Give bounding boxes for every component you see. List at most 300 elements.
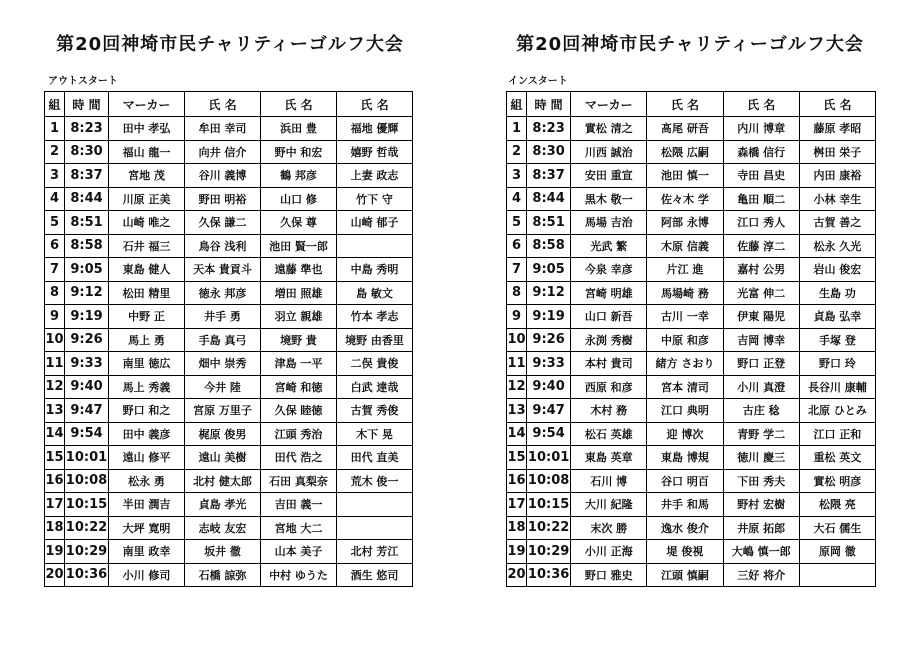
player-name-cell: 嘉村 公男 (723, 258, 799, 282)
table-row (45, 375, 413, 399)
tee-time-cell: 10:15 (527, 493, 571, 517)
page-title: 第20回神埼市民チャリティーゴルフ大会 (516, 34, 864, 55)
tee-time-cell: 10:36 (527, 563, 571, 587)
tee-time-cell: 10:01 (527, 446, 571, 470)
tee-time-cell: 8:44 (527, 187, 571, 211)
group-number-cell: 1 (507, 117, 527, 141)
tee-time-cell: 9:54 (65, 422, 109, 446)
player-name-cell (337, 234, 413, 258)
player-name-cell: 内川 博章 (723, 117, 799, 141)
table-row (507, 258, 876, 282)
table-row (45, 187, 413, 211)
player-name-cell: 青野 学二 (723, 422, 799, 446)
player-name-cell: 野田 明裕 (185, 187, 261, 211)
player-name-cell: 鶴 邦彦 (261, 164, 337, 188)
player-name-cell: 酒生 悠司 (337, 563, 413, 587)
marker-cell: 松田 精里 (109, 281, 185, 305)
tee-time-cell: 9:47 (65, 399, 109, 423)
group-number-cell: 5 (45, 211, 65, 235)
group-number-cell: 16 (45, 469, 65, 493)
marker-cell: 黒木 敬一 (571, 187, 647, 211)
marker-cell: 本村 貴司 (571, 352, 647, 376)
tee-time-cell: 9:05 (65, 258, 109, 282)
group-number-cell: 3 (45, 164, 65, 188)
marker-cell: 松永 勇 (109, 469, 185, 493)
player-name-cell: 久保 謙二 (185, 211, 261, 235)
pairing-table (44, 91, 413, 587)
player-name-cell: 手塚 登 (799, 328, 875, 352)
player-name-cell: 江口 典明 (647, 399, 723, 423)
player-name-cell: 井原 拓郎 (723, 516, 799, 540)
group-number-cell: 19 (507, 540, 527, 564)
table-row (45, 328, 413, 352)
player-name-cell: 羽立 親雄 (261, 305, 337, 329)
table-row (507, 187, 876, 211)
player-name-cell: 嬉野 哲哉 (337, 140, 413, 164)
player-name-cell: 宮原 万里子 (185, 399, 261, 423)
tee-time-cell: 10:15 (65, 493, 109, 517)
marker-cell: 木村 務 (571, 399, 647, 423)
table-row (507, 399, 876, 423)
player-name-cell: 逸水 俊介 (647, 516, 723, 540)
tee-time-cell: 9:33 (527, 352, 571, 376)
group-number-cell: 7 (45, 258, 65, 282)
table-row (45, 234, 413, 258)
player-name-cell: 佐々木 学 (647, 187, 723, 211)
group-number-cell: 6 (45, 234, 65, 258)
player-name-cell: 野口 正登 (723, 352, 799, 376)
table-row (45, 399, 413, 423)
player-name-cell: 髙尾 研吾 (647, 117, 723, 141)
player-name-cell: 下田 秀夫 (723, 469, 799, 493)
table-row (507, 422, 876, 446)
player-name-cell (337, 493, 413, 517)
table-row (507, 375, 876, 399)
table-row (45, 352, 413, 376)
tee-time-cell: 9:26 (65, 328, 109, 352)
column-header: 氏 名 (337, 92, 413, 117)
marker-cell: 馬上 秀義 (109, 375, 185, 399)
player-name-cell: 森橋 信行 (723, 140, 799, 164)
table-row (507, 164, 876, 188)
player-name-cell: 迎 博次 (647, 422, 723, 446)
table-row (45, 258, 413, 282)
player-name-cell: 向井 信介 (185, 140, 261, 164)
tee-time-cell: 9:19 (65, 305, 109, 329)
player-name-cell: 緒方 さおり (647, 352, 723, 376)
group-number-cell: 13 (45, 399, 65, 423)
group-number-cell: 18 (507, 516, 527, 540)
player-name-cell: 片江 進 (647, 258, 723, 282)
column-header: マーカー (109, 92, 185, 117)
marker-cell: 野口 雅史 (571, 563, 647, 587)
player-name-cell: 津島 一平 (261, 352, 337, 376)
player-name-cell: 伊東 陽児 (723, 305, 799, 329)
player-name-cell (337, 516, 413, 540)
marker-cell: 石井 福三 (109, 234, 185, 258)
group-number-cell: 20 (45, 563, 65, 587)
tee-time-cell: 9:40 (65, 375, 109, 399)
table-row (507, 540, 876, 564)
tee-time-cell: 10:22 (527, 516, 571, 540)
player-name-cell: 福地 優輝 (337, 117, 413, 141)
player-name-cell: 松隈 広嗣 (647, 140, 723, 164)
marker-cell: 川原 正美 (109, 187, 185, 211)
group-number-cell: 14 (45, 422, 65, 446)
table-row (507, 446, 876, 470)
player-name-cell: 古賀 秀俊 (337, 399, 413, 423)
table-row (45, 281, 413, 305)
tee-time-cell: 10:01 (65, 446, 109, 470)
group-number-cell: 15 (45, 446, 65, 470)
marker-cell: 東島 英章 (571, 446, 647, 470)
marker-cell: 西原 和彦 (571, 375, 647, 399)
player-name-cell: 池田 賢一郎 (261, 234, 337, 258)
section-subtitle: アウトスタート (48, 76, 118, 87)
player-name-cell: 中原 和彦 (647, 328, 723, 352)
table-row (45, 516, 413, 540)
table-row (45, 164, 413, 188)
table-row (507, 140, 876, 164)
player-name-cell: 中島 秀明 (337, 258, 413, 282)
column-header: 時 間 (527, 92, 571, 117)
player-name-cell: 宮地 大二 (261, 516, 337, 540)
tee-time-cell: 8:37 (527, 164, 571, 188)
player-name-cell: 江頭 秀治 (261, 422, 337, 446)
marker-cell: 光武 繁 (571, 234, 647, 258)
player-name-cell: 井手 和馬 (647, 493, 723, 517)
tee-time-cell: 8:44 (65, 187, 109, 211)
marker-cell: 馬上 勇 (109, 328, 185, 352)
player-name-cell: 小川 真澄 (723, 375, 799, 399)
pairing-table (506, 91, 876, 587)
group-number-cell: 10 (507, 328, 527, 352)
column-header: 氏 名 (799, 92, 875, 117)
player-name-cell: 實松 明彦 (799, 469, 875, 493)
group-number-cell: 14 (507, 422, 527, 446)
marker-cell: 山崎 唯之 (109, 211, 185, 235)
marker-cell: 馬場 吉治 (571, 211, 647, 235)
column-header: 組 (507, 92, 527, 117)
player-name-cell: 小林 幸生 (799, 187, 875, 211)
marker-cell: 永渕 秀樹 (571, 328, 647, 352)
table-row (45, 422, 413, 446)
player-name-cell: 畑中 崇秀 (185, 352, 261, 376)
header-row (507, 92, 876, 117)
group-number-cell: 19 (45, 540, 65, 564)
tee-time-cell: 8:51 (65, 211, 109, 235)
table-row (507, 234, 876, 258)
player-name-cell: 貞島 孝光 (185, 493, 261, 517)
player-name-cell: 江口 正和 (799, 422, 875, 446)
column-header: 氏 名 (185, 92, 261, 117)
player-name-cell: 上妻 政志 (337, 164, 413, 188)
marker-cell: 大川 紀隆 (571, 493, 647, 517)
tee-time-cell: 8:51 (527, 211, 571, 235)
player-name-cell: 中村 ゆうた (261, 563, 337, 587)
group-number-cell: 11 (507, 352, 527, 376)
player-name-cell: 内田 康裕 (799, 164, 875, 188)
tee-time-cell: 10:08 (65, 469, 109, 493)
player-name-cell: 大石 儒生 (799, 516, 875, 540)
group-number-cell: 16 (507, 469, 527, 493)
player-name-cell: 吉田 義一 (261, 493, 337, 517)
table-row (507, 469, 876, 493)
column-header: 氏 名 (261, 92, 337, 117)
player-name-cell: 桝田 栄子 (799, 140, 875, 164)
group-number-cell: 9 (45, 305, 65, 329)
player-name-cell: 増田 照雄 (261, 281, 337, 305)
player-name-cell: 志岐 友宏 (185, 516, 261, 540)
group-number-cell: 4 (507, 187, 527, 211)
player-name-cell: 生島 功 (799, 281, 875, 305)
player-name-cell: 石橋 諒弥 (185, 563, 261, 587)
player-name-cell: 江頭 慎嗣 (647, 563, 723, 587)
column-header: マーカー (571, 92, 647, 117)
group-number-cell: 4 (45, 187, 65, 211)
marker-cell: 小川 修司 (109, 563, 185, 587)
player-name-cell: 宮崎 和徳 (261, 375, 337, 399)
group-number-cell: 3 (507, 164, 527, 188)
tee-time-cell: 9:12 (527, 281, 571, 305)
player-name-cell: 古庄 稔 (723, 399, 799, 423)
marker-cell: 今泉 幸彦 (571, 258, 647, 282)
tee-time-cell: 10:29 (65, 540, 109, 564)
player-name-cell: 荒木 俊一 (337, 469, 413, 493)
player-name-cell: 境野 由香里 (337, 328, 413, 352)
table-row (45, 540, 413, 564)
player-name-cell: 梶原 俊男 (185, 422, 261, 446)
tee-time-cell: 10:22 (65, 516, 109, 540)
player-name-cell: 牟田 幸司 (185, 117, 261, 141)
tee-time-cell: 10:08 (527, 469, 571, 493)
table-row (507, 563, 876, 587)
player-name-cell: 田代 直美 (337, 446, 413, 470)
player-name-cell: 島 敏文 (337, 281, 413, 305)
marker-cell: 宮崎 明雄 (571, 281, 647, 305)
player-name-cell: 松隈 亮 (799, 493, 875, 517)
tee-time-cell: 10:36 (65, 563, 109, 587)
tee-time-cell: 9:47 (527, 399, 571, 423)
tee-time-cell: 8:23 (527, 117, 571, 141)
player-name-cell: 松永 久光 (799, 234, 875, 258)
player-name-cell: 宮本 清司 (647, 375, 723, 399)
player-name-cell: 久保 睦徳 (261, 399, 337, 423)
player-name-cell: 北村 芳江 (337, 540, 413, 564)
table-row (507, 117, 876, 141)
player-name-cell: 木下 晃 (337, 422, 413, 446)
marker-cell: 遠山 修平 (109, 446, 185, 470)
group-number-cell: 12 (45, 375, 65, 399)
tee-time-cell: 8:58 (65, 234, 109, 258)
group-number-cell: 11 (45, 352, 65, 376)
table-row (45, 140, 413, 164)
table-row (45, 305, 413, 329)
player-name-cell: 北村 健太郎 (185, 469, 261, 493)
marker-cell: 東島 健人 (109, 258, 185, 282)
marker-cell: 中野 正 (109, 305, 185, 329)
player-name-cell: 山崎 郁子 (337, 211, 413, 235)
player-name-cell: 池田 慎一 (647, 164, 723, 188)
group-number-cell: 8 (45, 281, 65, 305)
column-header: 氏 名 (723, 92, 799, 117)
player-name-cell: 山口 修 (261, 187, 337, 211)
marker-cell: 石川 博 (571, 469, 647, 493)
player-name-cell: 木原 信義 (647, 234, 723, 258)
player-name-cell: 竹本 孝志 (337, 305, 413, 329)
marker-cell: 福山 龍一 (109, 140, 185, 164)
player-name-cell: 古川 一幸 (647, 305, 723, 329)
player-name-cell: 重松 英文 (799, 446, 875, 470)
table-row (45, 469, 413, 493)
section-subtitle: インスタート (508, 76, 568, 87)
player-name-cell: 竹下 守 (337, 187, 413, 211)
table-row (507, 328, 876, 352)
header-row (45, 92, 413, 117)
table-row (45, 563, 413, 587)
marker-cell: 田中 義彦 (109, 422, 185, 446)
marker-cell: 末次 勝 (571, 516, 647, 540)
group-number-cell: 17 (507, 493, 527, 517)
player-name-cell: 北原 ひとみ (799, 399, 875, 423)
marker-cell: 大坪 寛明 (109, 516, 185, 540)
tee-time-cell: 9:19 (527, 305, 571, 329)
tee-time-cell: 9:05 (527, 258, 571, 282)
player-name-cell: 井手 勇 (185, 305, 261, 329)
player-name-cell: 天本 貴貢斗 (185, 258, 261, 282)
group-number-cell: 7 (507, 258, 527, 282)
player-name-cell: 久保 尊 (261, 211, 337, 235)
tee-time-cell: 8:30 (65, 140, 109, 164)
table-row (45, 211, 413, 235)
player-name-cell: 今井 陸 (185, 375, 261, 399)
marker-cell: 田中 孝弘 (109, 117, 185, 141)
player-name-cell: 古賀 善之 (799, 211, 875, 235)
marker-cell: 實松 清之 (571, 117, 647, 141)
player-name-cell: 吉岡 博幸 (723, 328, 799, 352)
player-name-cell: 谷川 義博 (185, 164, 261, 188)
group-number-cell: 10 (45, 328, 65, 352)
player-name-cell: 江口 秀人 (723, 211, 799, 235)
player-name-cell: 二俣 貴俊 (337, 352, 413, 376)
player-name-cell: 藤原 孝昭 (799, 117, 875, 141)
player-name-cell: 亀田 順二 (723, 187, 799, 211)
player-name-cell: 浜田 豊 (261, 117, 337, 141)
marker-cell: 野口 和之 (109, 399, 185, 423)
player-name-cell: 野口 玲 (799, 352, 875, 376)
group-number-cell: 2 (507, 140, 527, 164)
table-row (45, 493, 413, 517)
tee-time-cell: 8:37 (65, 164, 109, 188)
table-row (507, 211, 876, 235)
player-name-cell: 阿部 永博 (647, 211, 723, 235)
group-number-cell: 18 (45, 516, 65, 540)
marker-cell: 山口 新吾 (571, 305, 647, 329)
player-name-cell: 石田 真梨奈 (261, 469, 337, 493)
player-name-cell: 寺田 昌史 (723, 164, 799, 188)
group-number-cell: 20 (507, 563, 527, 587)
group-number-cell: 6 (507, 234, 527, 258)
marker-cell: 小川 正海 (571, 540, 647, 564)
group-number-cell: 5 (507, 211, 527, 235)
player-name-cell: 岩山 俊宏 (799, 258, 875, 282)
tee-time-cell: 8:30 (527, 140, 571, 164)
group-number-cell: 13 (507, 399, 527, 423)
player-name-cell: 手島 真弓 (185, 328, 261, 352)
player-name-cell: 坂井 徹 (185, 540, 261, 564)
table-row (507, 493, 876, 517)
player-name-cell: 徳永 邦彦 (185, 281, 261, 305)
tee-time-cell: 9:33 (65, 352, 109, 376)
group-number-cell: 9 (507, 305, 527, 329)
table-row (45, 117, 413, 141)
tee-time-cell: 9:26 (527, 328, 571, 352)
group-number-cell: 2 (45, 140, 65, 164)
player-name-cell: 東島 博規 (647, 446, 723, 470)
group-number-cell: 8 (507, 281, 527, 305)
table-row (507, 352, 876, 376)
player-name-cell: 徳川 慶三 (723, 446, 799, 470)
player-name-cell: 三好 将介 (723, 563, 799, 587)
tee-time-cell: 8:23 (65, 117, 109, 141)
column-header: 組 (45, 92, 65, 117)
tee-time-cell: 9:40 (527, 375, 571, 399)
player-name-cell: 原岡 徹 (799, 540, 875, 564)
column-header: 氏 名 (647, 92, 723, 117)
column-header: 時 間 (65, 92, 109, 117)
player-name-cell: 堤 俊視 (647, 540, 723, 564)
player-name-cell: 田代 浩之 (261, 446, 337, 470)
player-name-cell: 野村 宏樹 (723, 493, 799, 517)
marker-cell: 半田 潤吉 (109, 493, 185, 517)
marker-cell: 南里 政幸 (109, 540, 185, 564)
group-number-cell: 12 (507, 375, 527, 399)
player-name-cell: 佐藤 淳二 (723, 234, 799, 258)
player-name-cell: 谷口 明百 (647, 469, 723, 493)
group-number-cell: 17 (45, 493, 65, 517)
tee-time-cell: 10:29 (527, 540, 571, 564)
table-row (45, 446, 413, 470)
player-name-cell: 光富 伸二 (723, 281, 799, 305)
player-name-cell: 遠山 美樹 (185, 446, 261, 470)
page-title: 第20回神埼市民チャリティーゴルフ大会 (56, 34, 404, 55)
player-name-cell: 野中 和宏 (261, 140, 337, 164)
marker-cell: 宮地 茂 (109, 164, 185, 188)
player-name-cell: 馬場崎 務 (647, 281, 723, 305)
tee-time-cell: 9:12 (65, 281, 109, 305)
marker-cell: 松石 英雄 (571, 422, 647, 446)
player-name-cell: 貞島 弘幸 (799, 305, 875, 329)
player-name-cell: 長谷川 康輔 (799, 375, 875, 399)
tee-time-cell: 8:58 (527, 234, 571, 258)
player-name-cell: 山本 美子 (261, 540, 337, 564)
player-name-cell: 鳥谷 浅利 (185, 234, 261, 258)
table-row (507, 516, 876, 540)
player-name-cell: 大嶋 慎一郎 (723, 540, 799, 564)
tee-time-cell: 9:54 (527, 422, 571, 446)
player-name-cell: 境野 貴 (261, 328, 337, 352)
player-name-cell: 白武 達哉 (337, 375, 413, 399)
table-row (507, 281, 876, 305)
player-name-cell: 遠藤 準也 (261, 258, 337, 282)
group-number-cell: 1 (45, 117, 65, 141)
marker-cell: 南里 徳広 (109, 352, 185, 376)
table-row (507, 305, 876, 329)
player-name-cell (799, 563, 875, 587)
group-number-cell: 15 (507, 446, 527, 470)
marker-cell: 安田 重宣 (571, 164, 647, 188)
marker-cell: 川西 誠治 (571, 140, 647, 164)
